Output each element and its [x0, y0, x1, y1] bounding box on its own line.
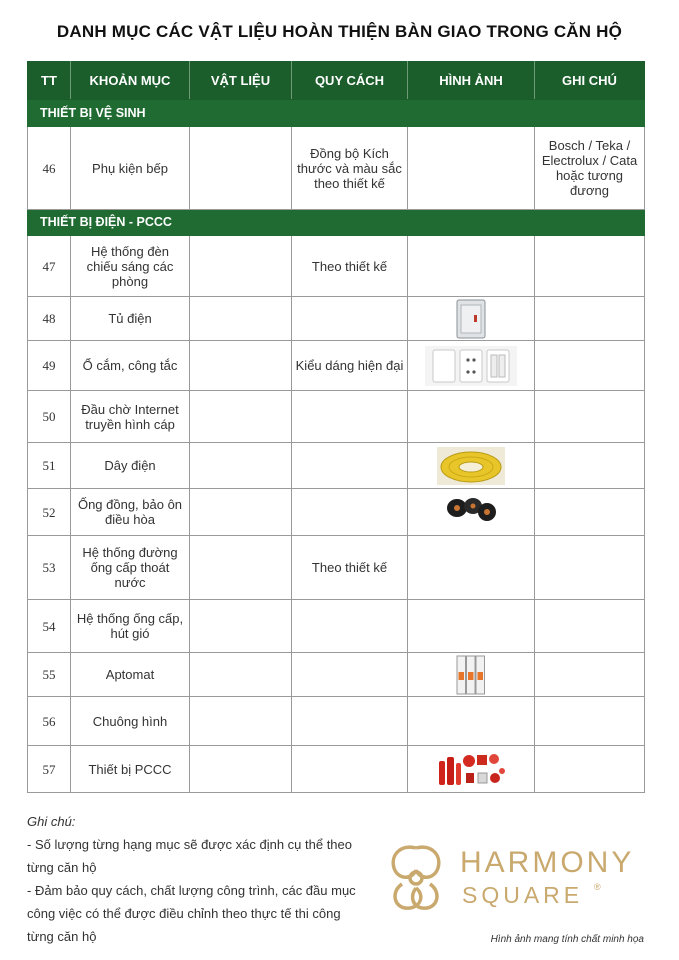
row-number: 49	[28, 341, 71, 391]
table-header-row	[28, 62, 645, 100]
row-image	[408, 127, 535, 210]
row-material	[190, 127, 292, 210]
row-number: 50	[28, 391, 71, 443]
row-material	[190, 489, 292, 536]
table-row	[28, 297, 645, 341]
row-image	[408, 297, 535, 341]
row-image	[408, 746, 535, 793]
col-header-spec: QUY CÁCH	[292, 62, 408, 100]
row-spec	[292, 600, 408, 653]
logo-text-square: SQUARE	[462, 882, 584, 908]
row-note	[535, 697, 645, 746]
row-note	[535, 489, 645, 536]
row-material	[190, 341, 292, 391]
row-number: 56	[28, 697, 71, 746]
row-spec	[292, 489, 408, 536]
row-note	[535, 746, 645, 793]
notes-line: - Đảm bảo quy cách, chất lượng công trình, các đầu mục công việc có thể được điều chỉnh theo thực tế thi công từng căn hộ	[27, 883, 356, 944]
row-spec	[292, 297, 408, 341]
circuit-breaker-icon	[456, 655, 486, 695]
row-item: Chuông hình	[71, 697, 190, 746]
row-spec	[292, 653, 408, 697]
row-material	[190, 653, 292, 697]
col-header-tt: TT	[28, 62, 71, 100]
logo-emblem-icon	[382, 840, 452, 916]
row-spec	[292, 443, 408, 489]
row-image	[408, 236, 535, 297]
row-spec: Đồng bộ Kích thước và màu sắc theo thiết kế	[292, 127, 408, 210]
row-item: Ống đồng, bảo ôn điều hòa	[71, 489, 190, 536]
row-image	[408, 443, 535, 489]
section-title: THIẾT BỊ ĐIỆN - PCCC	[28, 210, 645, 236]
notes-heading: Ghi chú:	[27, 814, 76, 829]
row-note	[535, 236, 645, 297]
col-header-material: VẬT LIỆU	[190, 62, 292, 100]
row-spec: Kiểu dáng hiện đại	[292, 341, 408, 391]
row-item: Đầu chờ Internet truyền hình cáp	[71, 391, 190, 443]
table-row	[28, 697, 645, 746]
row-item: Ổ cắm, công tắc	[71, 341, 190, 391]
row-number: 48	[28, 297, 71, 341]
illustration-caption: Hình ảnh mang tính chất minh họa	[490, 934, 644, 945]
insulated-pipes-icon	[443, 496, 499, 528]
table-row	[28, 391, 645, 443]
row-number: 46	[28, 127, 71, 210]
row-note	[535, 341, 645, 391]
row-item: Phụ kiện bếp	[71, 127, 190, 210]
section-title: THIẾT BỊ VỆ SINH	[28, 100, 645, 127]
row-note: Bosch / Teka / Electrolux / Cata hoặc tương đương	[535, 127, 645, 210]
row-note	[535, 653, 645, 697]
row-number: 54	[28, 600, 71, 653]
col-header-image: HÌNH ẢNH	[408, 62, 535, 100]
row-number: 52	[28, 489, 71, 536]
section-row	[28, 210, 645, 236]
harmony-square-logo	[382, 838, 647, 918]
cable-coil-icon	[437, 447, 505, 485]
row-material	[190, 697, 292, 746]
table-row	[28, 489, 645, 536]
row-item: Dây điện	[71, 443, 190, 489]
col-header-item: KHOẢN MỤC	[71, 62, 190, 100]
row-material	[190, 443, 292, 489]
row-spec: Theo thiết kế	[292, 236, 408, 297]
table-row	[28, 600, 645, 653]
table-row	[28, 341, 645, 391]
row-item: Hệ thống đường ống cấp thoát nước	[71, 536, 190, 600]
table-row	[28, 746, 645, 793]
registered-mark: ®	[594, 882, 601, 892]
row-image	[408, 600, 535, 653]
row-number: 51	[28, 443, 71, 489]
row-spec	[292, 697, 408, 746]
row-image	[408, 489, 535, 536]
notes-block	[27, 810, 367, 948]
row-item: Thiết bị PCCC	[71, 746, 190, 793]
row-number: 57	[28, 746, 71, 793]
row-note	[535, 391, 645, 443]
row-spec: Theo thiết kế	[292, 536, 408, 600]
notes-line: - Số lượng từng hạng mục sẽ được xác định cụ thể theo từng căn hộ	[27, 837, 352, 875]
logo-text-harmony: HARMONY	[460, 846, 635, 879]
row-material	[190, 536, 292, 600]
table-row	[28, 443, 645, 489]
row-item: Aptomat	[71, 653, 190, 697]
row-number: 53	[28, 536, 71, 600]
table-row	[28, 536, 645, 600]
row-material	[190, 746, 292, 793]
table-row	[28, 653, 645, 697]
row-number: 55	[28, 653, 71, 697]
row-spec	[292, 746, 408, 793]
row-item: Hệ thống đèn chiếu sáng các phòng	[71, 236, 190, 297]
section-row	[28, 100, 645, 127]
row-number: 47	[28, 236, 71, 297]
row-image	[408, 653, 535, 697]
row-material	[190, 391, 292, 443]
table-row	[28, 127, 645, 210]
electrical-panel-icon	[456, 299, 486, 339]
row-spec	[292, 391, 408, 443]
col-header-note: GHI CHÚ	[535, 62, 645, 100]
row-image	[408, 697, 535, 746]
row-image	[408, 391, 535, 443]
row-material	[190, 297, 292, 341]
row-note	[535, 600, 645, 653]
row-material	[190, 236, 292, 297]
row-item: Tủ điện	[71, 297, 190, 341]
fire-equipment-icon	[436, 749, 506, 789]
row-image	[408, 341, 535, 391]
row-note	[535, 443, 645, 489]
materials-table	[27, 61, 645, 793]
row-image	[408, 536, 535, 600]
outlet-switch-icon	[425, 346, 517, 386]
row-note	[535, 297, 645, 341]
row-note	[535, 536, 645, 600]
row-material	[190, 600, 292, 653]
row-item: Hệ thống ống cấp, hút gió	[71, 600, 190, 653]
table-row	[28, 236, 645, 297]
page-title: DANH MỤC CÁC VẬT LIỆU HOÀN THIỆN BÀN GIAO TRONG CĂN HỘ	[56, 22, 623, 41]
